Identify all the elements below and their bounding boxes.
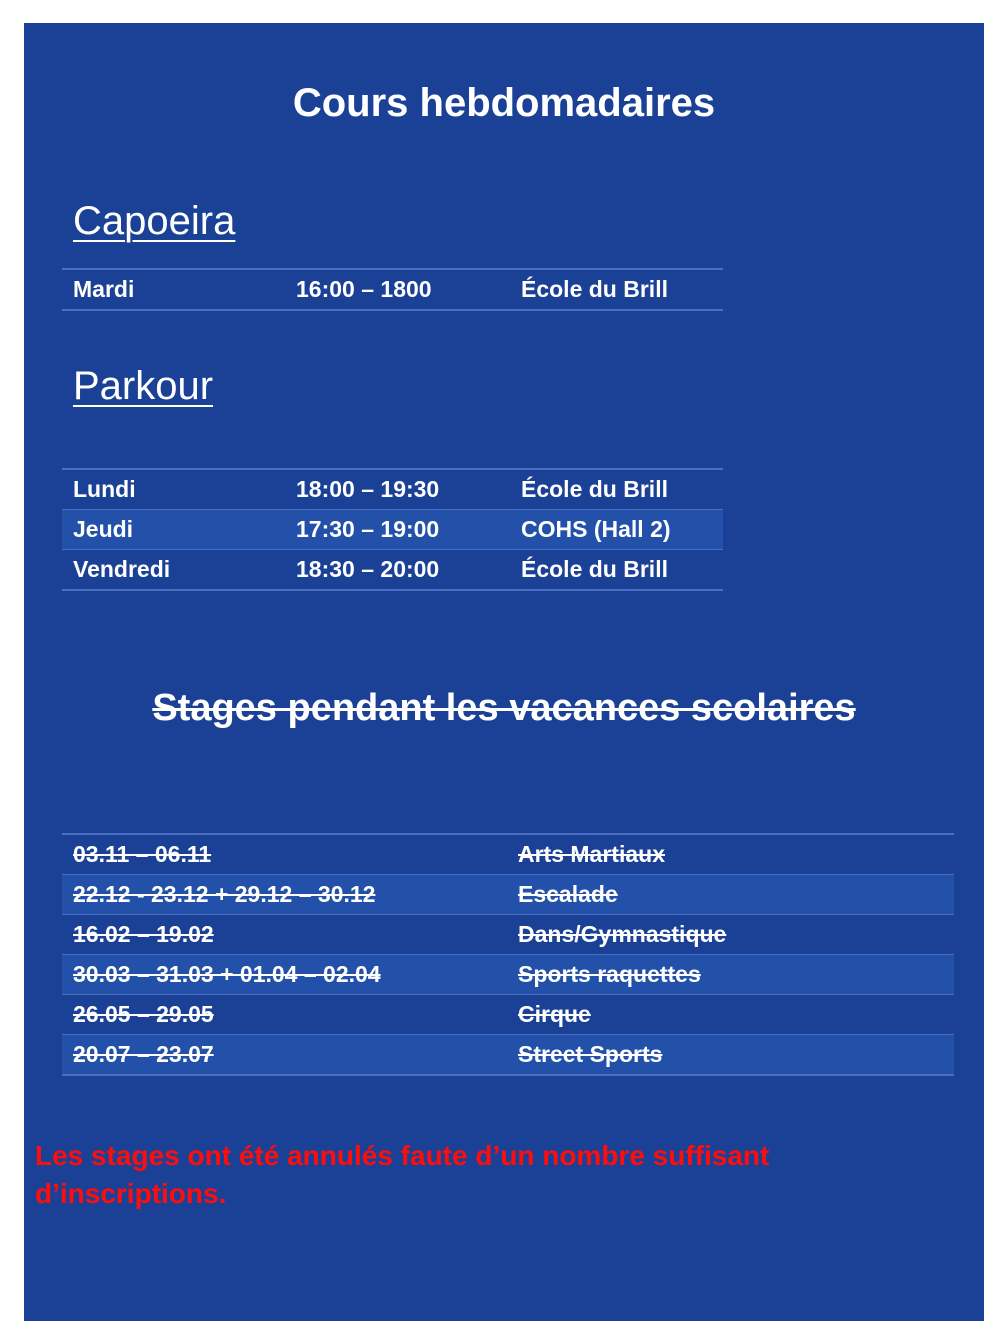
stages-heading: Stages pendant les vacances scolaires	[152, 687, 856, 729]
stages-table	[62, 833, 954, 1076]
table-row	[62, 510, 723, 550]
place-cell: COHS (Hall 2)	[510, 510, 723, 550]
time-cell: 18:30 – 20:00	[285, 550, 510, 591]
table-row	[62, 269, 723, 310]
schedule-panel	[24, 23, 984, 1321]
activity-cell: Escalade	[507, 875, 954, 915]
dates-cell: 03.11 – 06.11	[62, 834, 507, 875]
activity-cell: Arts Martiaux	[507, 834, 954, 875]
table-row	[62, 875, 954, 915]
page-title: Cours hebdomadaires	[292, 81, 716, 125]
table-row	[62, 1035, 954, 1076]
dates-cell: 22.12 - 23.12 + 29.12 – 30.12	[62, 875, 507, 915]
activity-cell: Dans/Gymnastique	[507, 915, 954, 955]
table-row	[62, 834, 954, 875]
day-cell: Vendredi	[62, 550, 285, 591]
parkour-table	[62, 468, 723, 591]
time-cell: 18:00 – 19:30	[285, 469, 510, 510]
table-row	[62, 955, 954, 995]
table-row	[62, 995, 954, 1035]
cancellation-notice: Les stages ont été annulés faute d’un nombre suffisant d’inscriptions.	[35, 1140, 770, 1209]
day-cell: Jeudi	[62, 510, 285, 550]
table-row	[62, 469, 723, 510]
place-cell: École du Brill	[510, 469, 723, 510]
capoeira-heading: Capoeira	[73, 199, 236, 243]
place-cell: École du Brill	[510, 269, 723, 310]
dates-cell: 30.03 – 31.03 + 01.04 – 02.04	[62, 955, 507, 995]
activity-cell: Street Sports	[507, 1035, 954, 1076]
parkour-heading: Parkour	[73, 364, 214, 408]
dates-cell: 16.02 – 19.02	[62, 915, 507, 955]
time-cell: 17:30 – 19:00	[285, 510, 510, 550]
dates-cell: 26.05 – 29.05	[62, 995, 507, 1035]
dates-cell: 20.07 – 23.07	[62, 1035, 507, 1076]
day-cell: Lundi	[62, 469, 285, 510]
capoeira-table	[62, 268, 723, 311]
table-row	[62, 915, 954, 955]
time-cell: 16:00 – 1800	[285, 269, 510, 310]
activity-cell: Cirque	[507, 995, 954, 1035]
activity-cell: Sports raquettes	[507, 955, 954, 995]
table-row	[62, 550, 723, 591]
day-cell: Mardi	[62, 269, 285, 310]
place-cell: École du Brill	[510, 550, 723, 591]
